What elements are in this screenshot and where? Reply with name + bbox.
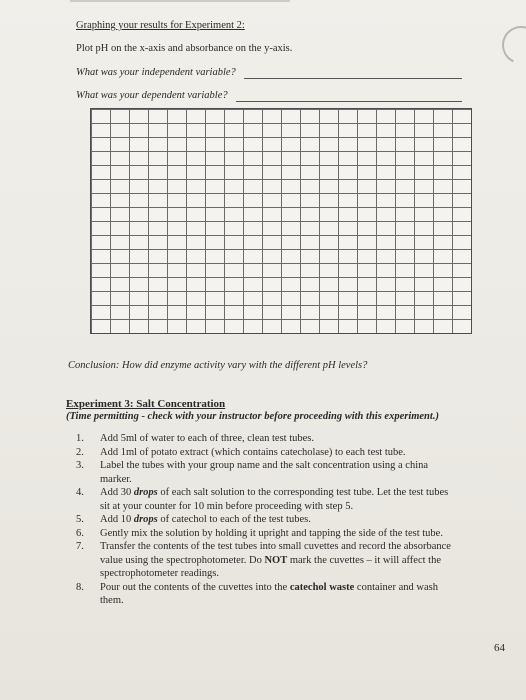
step-number: 2.	[76, 446, 84, 458]
step-number: 4.	[76, 487, 84, 498]
procedure-step	[76, 513, 496, 527]
procedure-step	[76, 446, 496, 460]
dependent-variable-question: What was your dependent variable?	[76, 90, 228, 101]
top-rule	[70, 0, 290, 2]
step-text: Add 30 drops of each salt solution to the corresponding test tube. Let the test tubes	[100, 487, 449, 498]
step-number: 6.	[76, 527, 84, 539]
step-number: 8.	[76, 581, 84, 593]
step-text: Add 10 drops of catechol to each of the test tubes.	[100, 514, 311, 525]
step-number: 3.	[76, 460, 84, 471]
step-text: Transfer the contents of the test tubes into small cuvettes and record the absorbance	[100, 541, 451, 552]
step-text: marker.	[100, 473, 132, 485]
procedure-step	[76, 540, 496, 581]
independent-variable-answer-line[interactable]	[244, 78, 462, 79]
step-text: Label the tubes with your group name and the salt concentration using a china	[100, 460, 429, 471]
step-text: Gently mix the solution by holding it upright and tapping the side of the test tube.	[100, 527, 443, 539]
experiment3-title: Experiment 3: Salt Concentration	[66, 398, 226, 410]
section-heading: Graphing your results for Experiment 2:	[76, 20, 245, 31]
conclusion-question: Conclusion: How did enzyme activity vary with the different pH levels?	[68, 360, 368, 371]
page-number: 64	[494, 642, 505, 654]
procedure-step	[76, 527, 496, 541]
procedure-step	[76, 581, 496, 608]
graph-grid[interactable]	[90, 108, 472, 334]
page-curl	[497, 21, 526, 70]
independent-variable-question: What was your independent variable?	[76, 67, 236, 78]
step-text: Pour out the contents of the cuvettes into the catechol waste container and wash	[100, 581, 438, 593]
step-text: sit at your counter for 10 min before proceeding with step 5.	[100, 500, 354, 512]
procedure-steps	[76, 432, 496, 608]
experiment3-subtitle: (Time permitting - check with your instructor before proceeding with this experiment.)	[66, 411, 439, 422]
procedure-step	[76, 459, 496, 486]
procedure-step	[76, 486, 496, 513]
step-text: value using the spectrophotometer. Do NOT mark the cuvettes – it will affect the	[100, 554, 441, 566]
step-text: Add 5ml of water to each of three, clean test tubes.	[100, 433, 315, 444]
step-number: 1.	[76, 433, 84, 444]
step-text: Add 1ml of potato extract (which contains catecholase) to each test tube.	[100, 446, 406, 458]
procedure-step	[76, 432, 496, 446]
step-number: 7.	[76, 541, 84, 552]
step-text: spectrophotometer readings.	[100, 568, 219, 579]
step-text: them.	[100, 595, 124, 606]
dependent-variable-answer-line[interactable]	[236, 101, 462, 102]
plot-instruction: Plot pH on the x-axis and absorbance on the y-axis.	[76, 43, 293, 54]
step-number: 5.	[76, 514, 84, 525]
